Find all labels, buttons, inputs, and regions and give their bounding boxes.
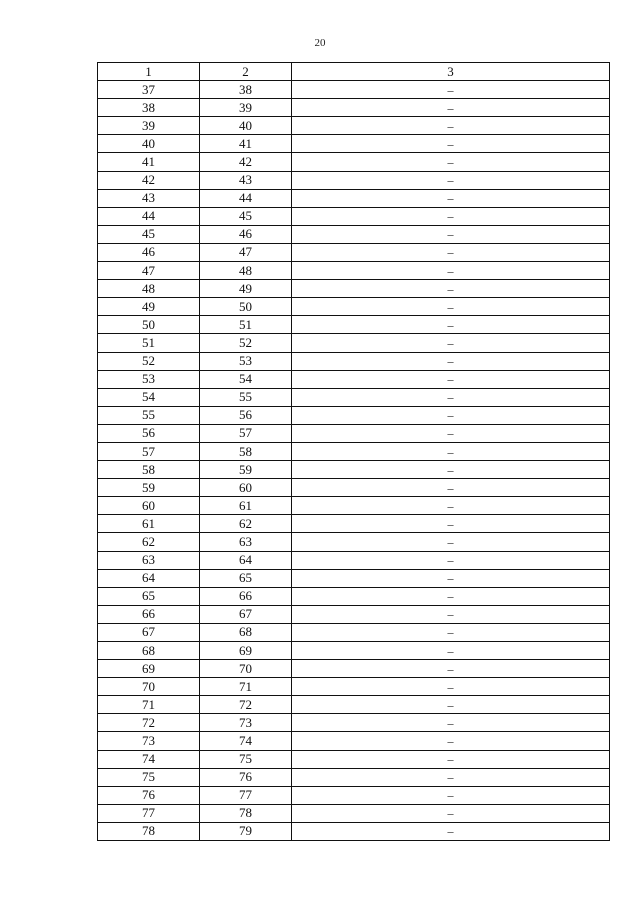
- table-cell-col-3: –: [292, 660, 610, 678]
- table-cell-col-3: –: [292, 515, 610, 533]
- table-cell-col-2: 61: [200, 497, 292, 515]
- table-cell-col-3: –: [292, 424, 610, 442]
- table-row: [98, 497, 610, 515]
- table-cell-col-2: 54: [200, 370, 292, 388]
- table-row: [98, 714, 610, 732]
- table-cell-col-3: –: [292, 732, 610, 750]
- table-cell-col-3: –: [292, 406, 610, 424]
- table-cell-col-1: 70: [98, 678, 200, 696]
- table-cell-col-2: 59: [200, 461, 292, 479]
- table-row: [98, 298, 610, 316]
- table-row: [98, 732, 610, 750]
- column-header-1: 1: [98, 63, 200, 81]
- table-cell-col-1: 37: [98, 81, 200, 99]
- table-cell-col-3: –: [292, 117, 610, 135]
- table-cell-col-3: –: [292, 642, 610, 660]
- table-cell-col-1: 53: [98, 370, 200, 388]
- table-row: [98, 768, 610, 786]
- table-cell-col-1: 45: [98, 225, 200, 243]
- table-row: [98, 569, 610, 587]
- table-cell-col-1: 47: [98, 262, 200, 280]
- table-cell-col-1: 72: [98, 714, 200, 732]
- table-row: [98, 442, 610, 460]
- table-cell-col-3: –: [292, 225, 610, 243]
- column-header-2: 2: [200, 63, 292, 81]
- table-cell-col-1: 51: [98, 334, 200, 352]
- table-row: [98, 479, 610, 497]
- table-cell-col-1: 65: [98, 587, 200, 605]
- table-row: [98, 207, 610, 225]
- table-header-row: [98, 63, 610, 81]
- table-cell-col-2: 71: [200, 678, 292, 696]
- table-cell-col-2: 44: [200, 189, 292, 207]
- table-row: [98, 388, 610, 406]
- table-row: [98, 660, 610, 678]
- table-cell-col-3: –: [292, 442, 610, 460]
- table-cell-col-3: –: [292, 99, 610, 117]
- table-cell-col-1: 68: [98, 642, 200, 660]
- table-cell-col-1: 75: [98, 768, 200, 786]
- table-cell-col-1: 49: [98, 298, 200, 316]
- table-cell-col-1: 39: [98, 117, 200, 135]
- table-row: [98, 370, 610, 388]
- table-cell-col-2: 57: [200, 424, 292, 442]
- table-cell-col-2: 49: [200, 280, 292, 298]
- table-cell-col-3: –: [292, 189, 610, 207]
- table-cell-col-1: 69: [98, 660, 200, 678]
- table-cell-col-2: 78: [200, 804, 292, 822]
- table-cell-col-1: 48: [98, 280, 200, 298]
- table-cell-col-1: 57: [98, 442, 200, 460]
- table-row: [98, 225, 610, 243]
- table-cell-col-2: 67: [200, 605, 292, 623]
- table-cell-col-2: 52: [200, 334, 292, 352]
- table-row: [98, 189, 610, 207]
- table-cell-col-1: 78: [98, 822, 200, 840]
- table-row: [98, 461, 610, 479]
- table-cell-col-2: 74: [200, 732, 292, 750]
- table-cell-col-3: –: [292, 298, 610, 316]
- table-cell-col-2: 46: [200, 225, 292, 243]
- table-cell-col-2: 64: [200, 551, 292, 569]
- table-cell-col-2: 48: [200, 262, 292, 280]
- table-cell-col-3: –: [292, 461, 610, 479]
- table-cell-col-3: –: [292, 171, 610, 189]
- table-cell-col-1: 50: [98, 316, 200, 334]
- table-cell-col-1: 71: [98, 696, 200, 714]
- table-row: [98, 99, 610, 117]
- table-cell-col-2: 38: [200, 81, 292, 99]
- table-cell-col-2: 72: [200, 696, 292, 714]
- table-cell-col-1: 63: [98, 551, 200, 569]
- table-row: [98, 81, 610, 99]
- table-cell-col-1: 52: [98, 352, 200, 370]
- table-cell-col-2: 51: [200, 316, 292, 334]
- table-cell-col-3: –: [292, 153, 610, 171]
- table-cell-col-3: –: [292, 714, 610, 732]
- table-cell-col-1: 67: [98, 623, 200, 641]
- table-cell-col-1: 58: [98, 461, 200, 479]
- table-row: [98, 135, 610, 153]
- data-table: [97, 62, 610, 841]
- table-cell-col-2: 43: [200, 171, 292, 189]
- table-cell-col-2: 58: [200, 442, 292, 460]
- table-row: [98, 551, 610, 569]
- table-cell-col-1: 77: [98, 804, 200, 822]
- table-cell-col-2: 47: [200, 243, 292, 261]
- table-cell-col-2: 55: [200, 388, 292, 406]
- table-row: [98, 696, 610, 714]
- table-cell-col-2: 63: [200, 533, 292, 551]
- table-cell-col-3: –: [292, 81, 610, 99]
- table-row: [98, 334, 610, 352]
- table-cell-col-1: 66: [98, 605, 200, 623]
- table-cell-col-2: 77: [200, 786, 292, 804]
- table-cell-col-1: 41: [98, 153, 200, 171]
- table-cell-col-1: 54: [98, 388, 200, 406]
- table-cell-col-1: 74: [98, 750, 200, 768]
- table-cell-col-3: –: [292, 334, 610, 352]
- table-cell-col-3: –: [292, 678, 610, 696]
- table-cell-col-2: 53: [200, 352, 292, 370]
- table-cell-col-3: –: [292, 388, 610, 406]
- table-row: [98, 352, 610, 370]
- table-row: [98, 804, 610, 822]
- table-cell-col-3: –: [292, 623, 610, 641]
- column-header-3: 3: [292, 63, 610, 81]
- table-row: [98, 117, 610, 135]
- table-cell-col-1: 42: [98, 171, 200, 189]
- table-cell-col-1: 61: [98, 515, 200, 533]
- table-cell-col-2: 60: [200, 479, 292, 497]
- table-cell-col-2: 76: [200, 768, 292, 786]
- table-cell-col-1: 46: [98, 243, 200, 261]
- table-cell-col-3: –: [292, 497, 610, 515]
- table-cell-col-2: 42: [200, 153, 292, 171]
- table-cell-col-2: 75: [200, 750, 292, 768]
- table-cell-col-1: 60: [98, 497, 200, 515]
- table-cell-col-3: –: [292, 280, 610, 298]
- table-cell-col-1: 38: [98, 99, 200, 117]
- table-row: [98, 316, 610, 334]
- table-cell-col-1: 43: [98, 189, 200, 207]
- table-cell-col-2: 79: [200, 822, 292, 840]
- table-cell-col-3: –: [292, 352, 610, 370]
- table-row: [98, 623, 610, 641]
- table-cell-col-3: –: [292, 768, 610, 786]
- table-cell-col-2: 65: [200, 569, 292, 587]
- table-cell-col-3: –: [292, 135, 610, 153]
- table-row: [98, 533, 610, 551]
- table-cell-col-1: 76: [98, 786, 200, 804]
- table-row: [98, 587, 610, 605]
- table-row: [98, 750, 610, 768]
- table-cell-col-1: 64: [98, 569, 200, 587]
- table-row: [98, 822, 610, 840]
- table-cell-col-3: –: [292, 786, 610, 804]
- table-cell-col-2: 66: [200, 587, 292, 605]
- table-cell-col-2: 41: [200, 135, 292, 153]
- page-number: 20: [314, 37, 326, 49]
- table-row: [98, 171, 610, 189]
- table-cell-col-3: –: [292, 243, 610, 261]
- table-cell-col-1: 73: [98, 732, 200, 750]
- table-cell-col-2: 56: [200, 406, 292, 424]
- table-cell-col-3: –: [292, 370, 610, 388]
- table-cell-col-2: 68: [200, 623, 292, 641]
- table-body: [98, 81, 610, 841]
- table-cell-col-3: –: [292, 587, 610, 605]
- table-cell-col-3: –: [292, 479, 610, 497]
- table-cell-col-1: 55: [98, 406, 200, 424]
- table-cell-col-3: –: [292, 316, 610, 334]
- table-row: [98, 280, 610, 298]
- table-cell-col-3: –: [292, 750, 610, 768]
- table-cell-col-2: 40: [200, 117, 292, 135]
- table-row: [98, 243, 610, 261]
- table-cell-col-2: 73: [200, 714, 292, 732]
- table-cell-col-2: 70: [200, 660, 292, 678]
- table-cell-col-3: –: [292, 696, 610, 714]
- table-cell-col-3: –: [292, 605, 610, 623]
- table-row: [98, 786, 610, 804]
- table-row: [98, 605, 610, 623]
- table-cell-col-3: –: [292, 207, 610, 225]
- table-row: [98, 424, 610, 442]
- table-row: [98, 406, 610, 424]
- table-cell-col-1: 56: [98, 424, 200, 442]
- table-cell-col-1: 62: [98, 533, 200, 551]
- table-row: [98, 153, 610, 171]
- table-cell-col-1: 40: [98, 135, 200, 153]
- table-row: [98, 515, 610, 533]
- table-cell-col-2: 69: [200, 642, 292, 660]
- table-cell-col-2: 50: [200, 298, 292, 316]
- table-row: [98, 678, 610, 696]
- table-cell-col-3: –: [292, 262, 610, 280]
- table-cell-col-3: –: [292, 533, 610, 551]
- table-cell-col-3: –: [292, 569, 610, 587]
- table-cell-col-2: 45: [200, 207, 292, 225]
- table-cell-col-1: 59: [98, 479, 200, 497]
- table-cell-col-3: –: [292, 822, 610, 840]
- table-cell-col-1: 44: [98, 207, 200, 225]
- table-row: [98, 262, 610, 280]
- table-cell-col-2: 39: [200, 99, 292, 117]
- table-cell-col-3: –: [292, 551, 610, 569]
- table-row: [98, 642, 610, 660]
- table-cell-col-3: –: [292, 804, 610, 822]
- table-cell-col-2: 62: [200, 515, 292, 533]
- table-header: [98, 63, 610, 81]
